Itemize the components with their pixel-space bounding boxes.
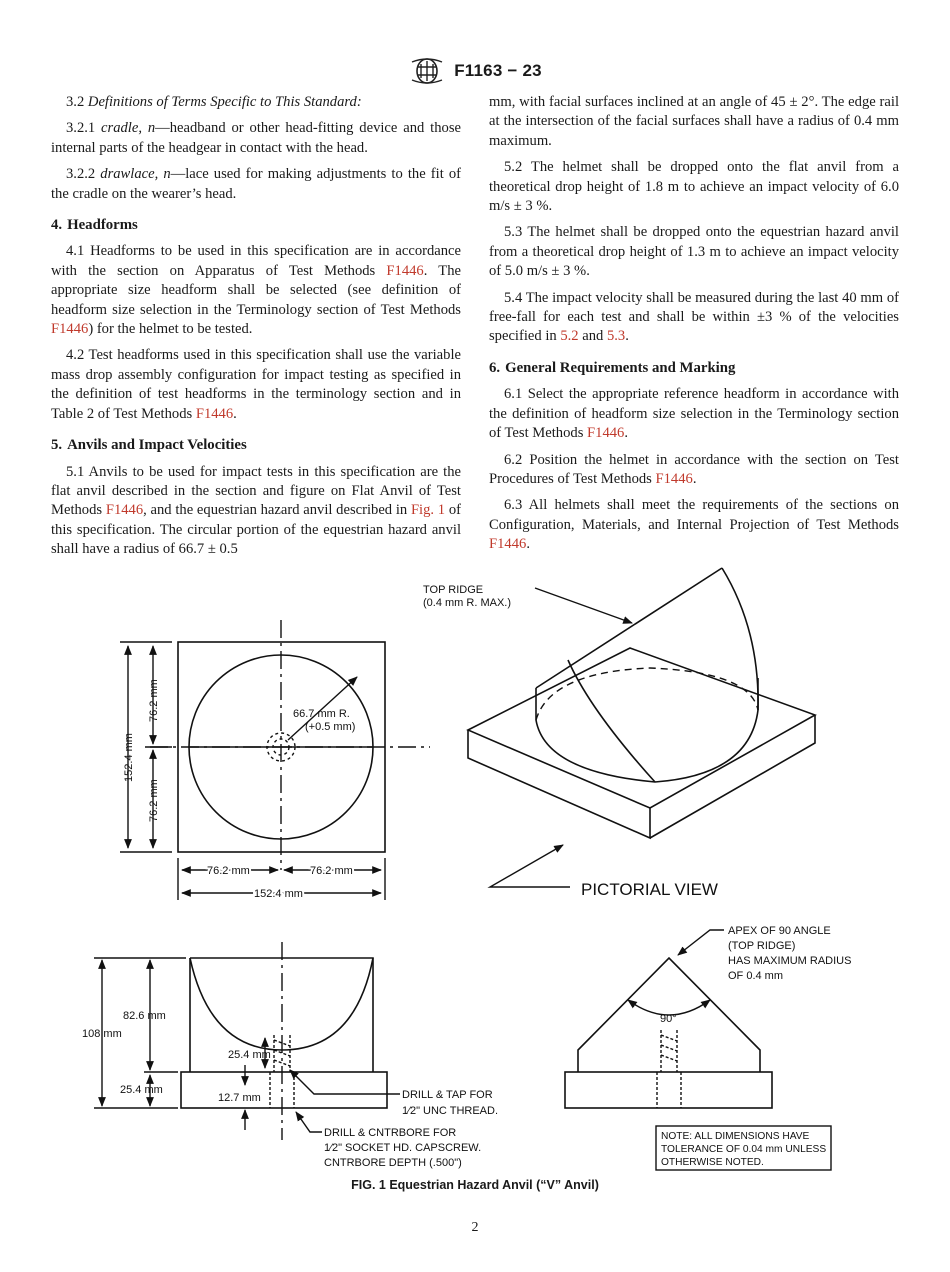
- text: , and the equestrian hazard anvil described in: [143, 502, 411, 519]
- pictorial-ridge-curve: [568, 660, 655, 782]
- label-apex-3: HAS MAXIMUM RADIUS: [728, 955, 852, 967]
- link-f1446[interactable]: F1446: [105, 502, 144, 519]
- label-76-bottom: 76.2 mm: [148, 779, 160, 822]
- heading-number: 5.: [51, 437, 63, 454]
- section-4-2: [51, 346, 461, 424]
- definition-text: —lace used for making adjustments to the fit of the cradle on the wearer’s head.: [51, 166, 461, 202]
- pictorial-base-top: [468, 648, 815, 808]
- heading-title: Headforms: [67, 217, 138, 234]
- label-pictorial-view: PICTORIAL VIEW: [581, 880, 718, 899]
- link-f1446[interactable]: F1446: [386, 262, 424, 279]
- heading-title: Anvils and Impact Velocities: [67, 437, 247, 454]
- section-4-1: [51, 242, 461, 339]
- standard-designation: F1163 − 23: [454, 61, 542, 80]
- text: 5.1 Anvils to be used for impact tests in this specification are the flat anvil described in the section and figure on Flat Anvil of Test Methods: [51, 463, 461, 519]
- label-25-hole: 25.4 mm: [228, 1049, 271, 1061]
- section-3-2-1: [51, 119, 461, 158]
- text: and: [578, 328, 607, 345]
- text: .: [625, 328, 629, 345]
- text: 6.1 Select the appropriate reference headform in accordance with the definition of headform size selection in the Terminology section of Test Methods: [489, 386, 899, 442]
- top-ridge-leader: [535, 588, 632, 623]
- link-5-3[interactable]: 5.3: [606, 328, 626, 345]
- apex-leader: [678, 930, 724, 955]
- text: .: [526, 536, 530, 553]
- text: 6.3 All helmets shall meet the requirements of the sections on Configuration, Materials, and Internal Projection of Test Methods: [489, 497, 899, 533]
- label-top-ridge-1: TOP RIDGE: [423, 584, 484, 596]
- heading-6: [489, 359, 899, 378]
- label-82: 82.6 mm: [123, 1010, 166, 1022]
- section-5-2: 5.2 The helmet shall be dropped onto the flat anvil from a theoretical drop height of 1.8 m to achieve an impact velocity of 6.0 m/s ± 3 %.: [489, 159, 899, 215]
- link-5-2[interactable]: 5.2: [560, 328, 579, 345]
- figure-caption: FIG. 1 Equestrian Hazard Anvil (“V” Anvil): [351, 1178, 599, 1192]
- text: . The appropriate size headform shall be selected (see definition of headform size selection in the Terminology section of Test Methods: [51, 262, 461, 318]
- label-apex-1: APEX OF 90 ANGLE: [728, 925, 831, 937]
- text: 5.4 The impact velocity shall be measured during the last 40 mm of free-fall for each test and shall be within ±3 % of the velocities specified in: [489, 289, 899, 345]
- label-drill2-1: DRILL & CNTRBORE FOR: [324, 1127, 457, 1139]
- label-note-3: OTHERWISE NOTED.: [661, 1157, 764, 1168]
- label-apex-2: (TOP RIDGE): [728, 940, 796, 952]
- label-note-1: NOTE: ALL DIMENSIONS HAVE: [661, 1131, 810, 1142]
- label-note-2: TOLERANCE OF 0.04 mm UNLESS: [661, 1144, 827, 1155]
- text: .: [624, 425, 628, 442]
- section-number: 3.2.1: [66, 120, 96, 137]
- text: of this specification. The circular portion of the equestrian hazard anvil shall have a radius of 66.7 ± 0.5: [51, 502, 461, 558]
- section-number: 3.2: [66, 94, 85, 110]
- heading-5: [51, 436, 461, 455]
- heading-number: 6.: [489, 359, 501, 376]
- section-6-1: [489, 385, 899, 443]
- text: .: [692, 470, 697, 487]
- section-6-3: [489, 496, 899, 554]
- page-header: [0, 56, 950, 86]
- section-5-4: [489, 289, 899, 347]
- link-f1446[interactable]: F1446: [587, 425, 625, 442]
- label-25-base: 25.4 mm: [120, 1084, 163, 1096]
- section-5-1-continued: mm, with facial surfaces inclined at an angle of 45 ± 2°. The edge rail at the intersection of the facial surfaces shall have a radius of 0.4 mm maximum.: [489, 94, 899, 149]
- link-f1446[interactable]: F1446: [655, 470, 693, 487]
- link-fig-1[interactable]: Fig. 1: [410, 502, 446, 519]
- pictorial-base-front-left: [468, 730, 650, 838]
- v-view-hole: [661, 1030, 677, 1072]
- label-76-left: 76.2 mm: [207, 865, 250, 877]
- link-f1446[interactable]: F1446: [51, 321, 89, 338]
- page-number: 2: [471, 1220, 479, 1235]
- label-radius-2: (+0.5 mm): [305, 721, 356, 733]
- pictorial-cylinder-back: [536, 668, 758, 720]
- v-view-cntrbore: [657, 1072, 681, 1108]
- text: ) for the helmet to be tested.: [88, 321, 253, 338]
- label-top-ridge-2: (0.4 mm R. MAX.): [423, 597, 512, 609]
- left-column: [51, 93, 461, 567]
- link-f1446[interactable]: F1446: [489, 536, 527, 553]
- label-drill2-3: CNTRBORE DEPTH (.500"): [324, 1157, 462, 1169]
- heading-number: 4.: [51, 217, 63, 234]
- pictorial-view-leader: [490, 845, 570, 887]
- heading-title: General Requirements and Marking: [505, 359, 736, 376]
- label-drill1-2: 1⁄2" UNC THREAD.: [402, 1105, 499, 1117]
- drill-cntrbore-leader: [296, 1112, 322, 1132]
- label-76-top: 76.2 mm: [148, 679, 160, 722]
- drill-tap-leader: [290, 1070, 400, 1094]
- v-view-base: [565, 1072, 772, 1108]
- pictorial-base-front-right: [650, 715, 815, 838]
- definition-text: —headband or other head-fitting device and those internal parts of the headgear in contact with the head.: [51, 120, 461, 156]
- anvil-drawing: [60, 560, 910, 1185]
- text: 4.2 Test headforms used in this specification shall use the variable mass drop assembly configuration for impact testing as specified in the definition of test headforms in the terminology section and in Table 2 of Test Methods: [51, 347, 461, 422]
- section-5-3: 5.3 The helmet shall be dropped onto the equestrian hazard anvil from a theoretical drop height of 1.3 m to achieve an impact velocity of 5.0 m/s ± 3 %.: [489, 224, 899, 280]
- heading-4: [51, 216, 461, 235]
- term: cradle, n: [101, 120, 156, 137]
- section-3-2-2: [51, 165, 461, 204]
- section-6-2: [489, 451, 899, 490]
- text: 6.2 Position the helmet in accordance with the section on Test Procedures of Test Methods: [489, 451, 899, 487]
- label-152-horizontal: 152.4 mm: [254, 888, 303, 900]
- label-108: 108 mm: [82, 1028, 122, 1040]
- label-drill2-2: 1⁄2" SOCKET HD. CAPSCREW.: [324, 1142, 482, 1154]
- label-12: 12.7 mm: [218, 1092, 261, 1104]
- section-3-2: [51, 93, 461, 112]
- label-apex-4: OF 0.4 mm: [728, 970, 784, 982]
- label-radius-1: 66.7 mm R.: [293, 708, 350, 720]
- figure-1: [60, 560, 910, 1185]
- label-angle: 90°: [660, 1013, 677, 1025]
- astm-logo-icon: [408, 58, 446, 84]
- text: 4.1 Headforms to be used in this specification are in accordance with the section on Apparatus of Test Methods: [51, 243, 461, 279]
- label-152-vertical: 152.4 mm: [123, 733, 135, 782]
- section-title: Definitions of Terms Specific to This Standard:: [87, 94, 362, 110]
- side-view-base: [181, 1072, 387, 1108]
- term: drawlace, n: [100, 166, 171, 183]
- right-column: [489, 93, 899, 562]
- text: .: [233, 405, 237, 422]
- section-5-1: [51, 463, 461, 560]
- section-number: 3.2.2: [66, 166, 96, 183]
- label-76-right: 76.2 mm: [310, 865, 353, 877]
- link-f1446[interactable]: F1446: [195, 405, 234, 422]
- label-drill1-1: DRILL & TAP FOR: [402, 1089, 493, 1101]
